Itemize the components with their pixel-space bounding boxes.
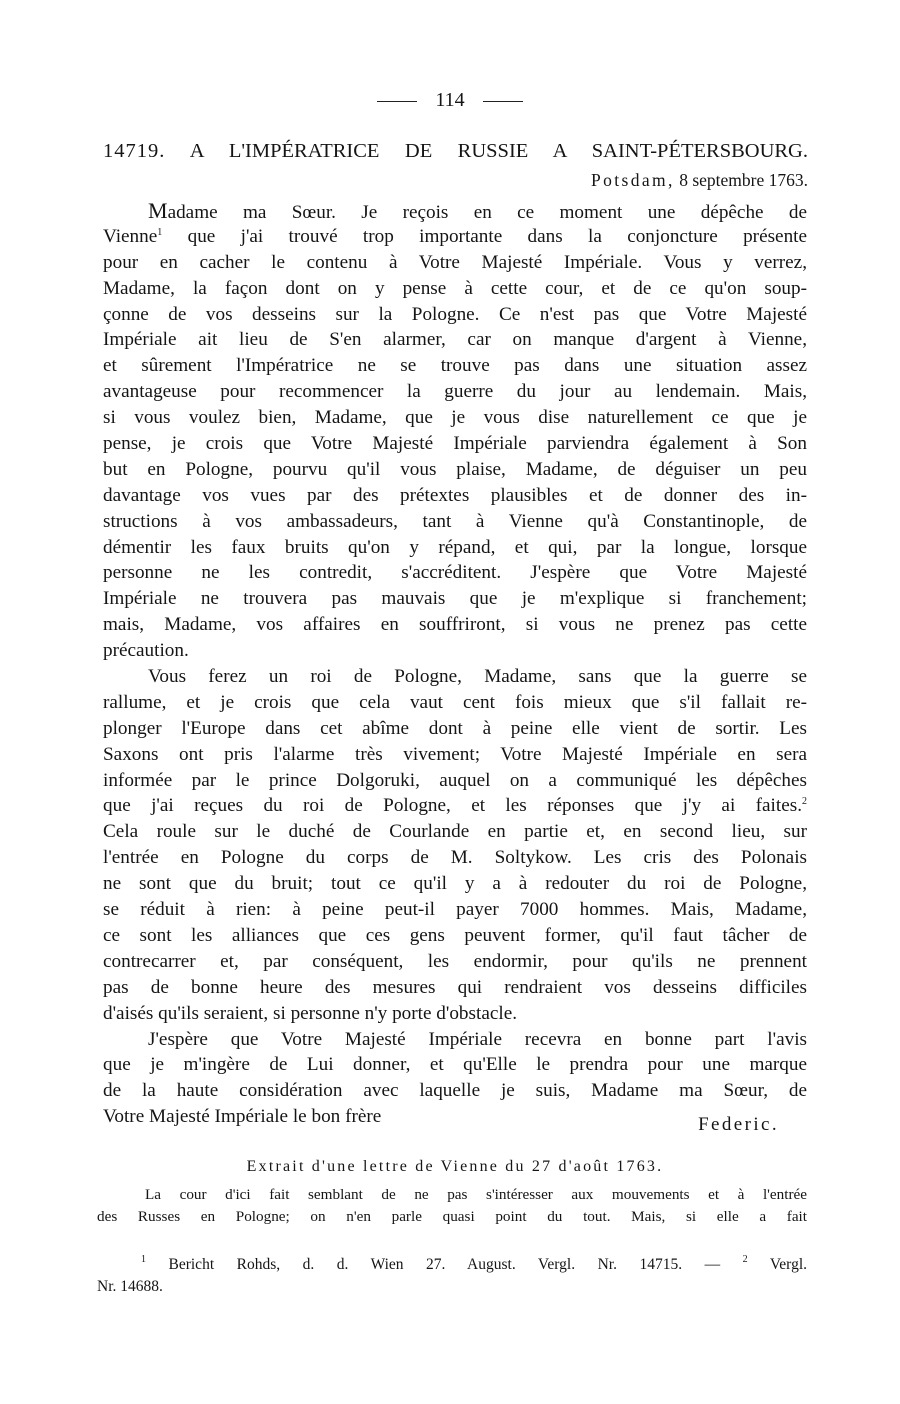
footnote-ref-1: 1	[157, 226, 163, 238]
body-line: Vienne$^1$ que j'ai trouvé trop importante dans la conjoncture présente	[103, 225, 807, 247]
body-line: informée par le prince Dolgoruki, auquel on a communiqué les dépêches	[103, 769, 807, 791]
body-line: Vous ferez un roi de Pologne, Madame, sans que la guerre se	[148, 666, 807, 688]
body-line: rallume, et je crois que cela vaut cent fois mieux que s'il fallait re-	[103, 691, 807, 713]
body-line: que j'ai reçues du roi de Pologne, et les réponses que j'y ai faites.$^2$	[103, 795, 807, 817]
body-line: avantageuse pour recommencer la guerre du jour au lendemain. Mais,	[103, 381, 807, 403]
body-line: Impériale ait lieu de S'en alarmer, car on manque d'argent à Vienne,	[103, 329, 807, 351]
extract-body	[97, 1184, 807, 1228]
body-line: Impériale ne trouvera pas mauvais que je m'explique si franchement;	[103, 588, 807, 610]
body-line: pas de bonne heure des mesures qui rendraient vos desseins difficiles	[103, 976, 807, 998]
letter-heading	[103, 137, 808, 165]
footnote-2-text: Vergl.	[769, 1256, 807, 1273]
body-line: Votre Majesté Impériale le bon frère	[103, 1106, 382, 1128]
body-line: pense, je crois que Votre Majesté Impériale parviendra également à Son	[103, 433, 807, 455]
body-line: Madame ma Sœur. Je reçois en ce moment une dépêche de	[148, 198, 807, 223]
body-line: si vous voulez bien, Madame, que je vous dise naturellement ce que je	[103, 407, 807, 429]
extract-title: Extrait d'une lettre de Vienne du 27 d'août 1763.	[246, 1158, 664, 1175]
closing-row	[103, 1104, 807, 1136]
letter-body	[103, 198, 807, 1136]
body-line: structions à vos ambassadeurs, tant à Vienne qu'à Constantinople, de	[103, 510, 807, 532]
body-line: démentir les faux bruits qu'on y répand, et qui, par la longue, lorsque	[103, 536, 807, 558]
footnote-marker-1: 1	[141, 1254, 146, 1265]
letter-place: Potsdam,	[590, 170, 675, 190]
body-line: d'aisés qu'ils seraient, si personne n'y porte d'obstacle.	[103, 1002, 518, 1024]
extract-line: des Russes en Pologne; on n'en parle quasi point du tout. Mais, si elle a fait	[97, 1208, 807, 1225]
page-number-text: 114	[435, 89, 465, 111]
body-line: précaution.	[103, 640, 189, 662]
letter-number: 14719.	[103, 140, 166, 162]
page-number	[0, 86, 900, 114]
body-line: se réduit à rien: à peine peut-il payer 7000 hommes. Mais, Madame,	[103, 899, 807, 921]
page-number-dash-right	[483, 101, 523, 102]
body-line: ce sont les alliances que ces gens peuvent former, qu'il faut tâcher de	[103, 924, 807, 946]
body-line: contrecarrer et, par conséquent, les endormir, pour qu'ils ne prennent	[103, 950, 807, 972]
footnote-line: Nr. 14688.	[97, 1278, 163, 1295]
body-line: de la haute considération avec laquelle je suis, Madame ma Sœur, de	[103, 1080, 807, 1102]
footnotes	[97, 1254, 807, 1298]
footnote-1-text: Bericht Rohds, d. d. Wien 27. August. Vergl. Nr. 14715. —	[168, 1256, 721, 1273]
letter-date: 8 septembre 1763.	[679, 170, 808, 190]
body-line: Saxons ont pris l'alarme très vivement; Votre Majesté Impériale en sera	[103, 743, 807, 765]
body-line: Cela roule sur le duché de Courlande en partie et, en second lieu, sur	[103, 821, 807, 843]
letter-title: A L'IMPÉRATRICE DE RUSSIE A SAINT-PÉTERSBOURG.	[189, 140, 808, 162]
body-line: çonne de vos desseins sur la Pologne. Ce n'est pas que Votre Majesté	[103, 303, 807, 325]
body-line: mais, Madame, vos affaires en souffriront, si vous ne prenez pas cette	[103, 614, 807, 636]
page-number-dash-left	[377, 101, 417, 102]
salutation-initial: M	[148, 198, 168, 223]
body-line: J'espère que Votre Majesté Impériale recevra en bonne part l'avis	[148, 1028, 807, 1050]
footnote-marker-2: 2	[742, 1254, 748, 1265]
body-line: davantage vos vues par des prétextes plausibles et de donner des in-	[103, 484, 807, 506]
footnote-line	[97, 1254, 807, 1276]
body-line: plonger l'Europe dans cet abîme dont à peine elle vient de sortir. Les	[103, 717, 807, 739]
body-line: et sûrement l'Impératrice ne se trouve pas dans une situation assez	[103, 355, 807, 377]
body-line: but en Pologne, pourvu qu'il vous plaise, Madame, de déguiser un peu	[103, 458, 807, 480]
body-line: l'entrée en Pologne du corps de M. Soltykow. Les cris des Polonais	[103, 847, 807, 869]
body-line: que je m'ingère de Lui donner, et qu'Elle le prendra pour une marque	[103, 1054, 807, 1076]
footnote-ref-2: 2	[802, 796, 807, 808]
body-line: ne sont que du bruit; tout ce qu'il y a à redouter du roi de Pologne,	[103, 873, 807, 895]
body-line: pour en cacher le contenu à Votre Majesté Impériale. Vous y verrez,	[103, 251, 807, 273]
body-line: Madame, la façon dont on y pense à cette cour, et de ce qu'on soup-	[103, 277, 807, 299]
body-line: personne ne les contredit, s'accréditent. J'espère que Votre Majesté	[103, 562, 807, 584]
letter-dateline	[591, 168, 808, 192]
signature: Federic.	[698, 1114, 779, 1136]
extract-line: La cour d'ici fait semblant de ne pas s'intéresser aux mouvements et à l'entrée	[145, 1186, 807, 1203]
